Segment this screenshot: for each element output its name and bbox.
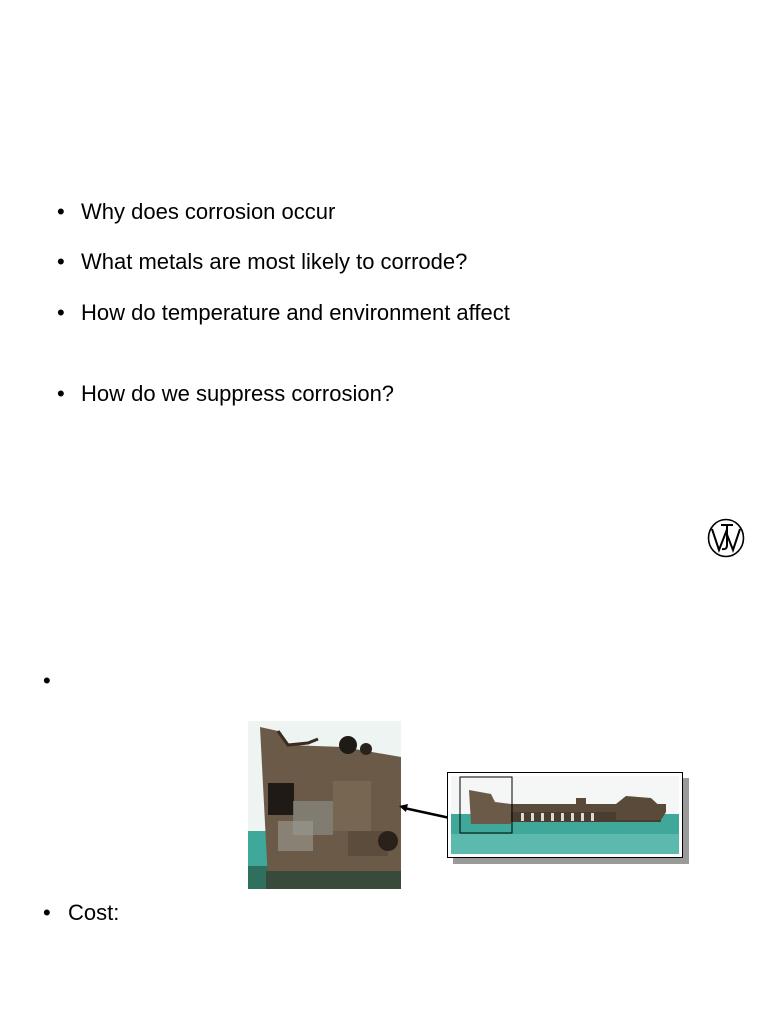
- question-text: What metals are most likely to corrode?: [81, 249, 468, 274]
- question-item: [57, 246, 467, 278]
- bullet-dot: •: [57, 249, 65, 274]
- bullet-dot: •: [43, 900, 51, 925]
- bullet-dot: •: [57, 199, 65, 224]
- question-item: [57, 378, 394, 410]
- question-item: [57, 196, 335, 228]
- question-text: Why does corrosion occur: [81, 199, 336, 224]
- arrow-icon: [396, 800, 452, 822]
- bullet-dot: •: [57, 300, 65, 325]
- publisher-logo-icon: [707, 518, 745, 558]
- concrete-shipwreck-photo: [451, 776, 679, 854]
- bullet-dot: •: [57, 381, 65, 406]
- question-text: How do we suppress corrosion?: [81, 381, 395, 406]
- empty-bullet: •: [43, 668, 51, 693]
- cost-label: Cost:: [68, 900, 120, 925]
- cost-item: [43, 898, 119, 928]
- shipwreck-closeup-photo: [248, 721, 401, 889]
- question-text: How do temperature and environment affect: [81, 300, 510, 325]
- question-item: [57, 297, 510, 329]
- wide-photo-frame: [447, 772, 683, 858]
